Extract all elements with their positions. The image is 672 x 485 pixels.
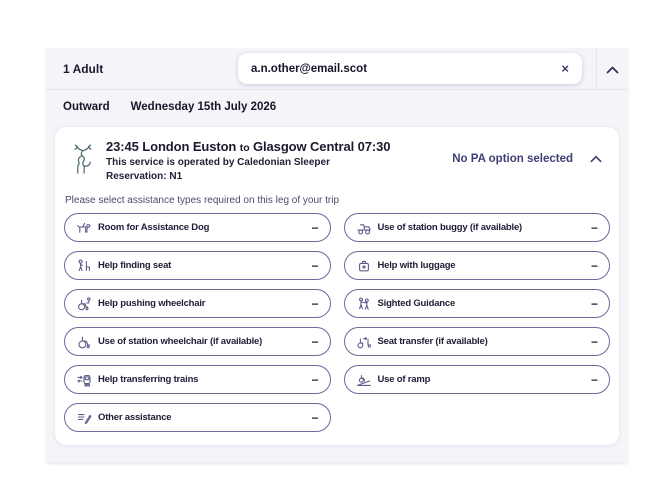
station-wheelchair-icon	[76, 334, 92, 350]
pa-status-label: No PA option selected	[452, 152, 573, 165]
panel-collapse-button[interactable]	[597, 48, 628, 90]
assistance-option-use-of-ramp[interactable]	[344, 365, 611, 394]
option-label: Room for Assistance Dog	[98, 222, 210, 234]
remove-option-icon[interactable]: −	[590, 296, 598, 311]
assistance-option-seat-transfer[interactable]	[344, 327, 611, 356]
leg-card	[54, 126, 620, 446]
passenger-count-label: 1 Adult	[63, 61, 104, 76]
date-label: Wednesday 15th July 2026	[130, 101, 277, 113]
option-label: Use of station wheelchair (if available)	[98, 336, 263, 348]
other-assistance-icon	[76, 410, 92, 426]
leg-collapse-button[interactable]	[590, 151, 602, 166]
direction-label: Outward	[63, 101, 110, 113]
assistance-option-room-for-assistance-dog[interactable]	[64, 213, 331, 242]
reservation-label: Reservation: N1	[106, 171, 183, 183]
option-label: Help finding seat	[98, 260, 172, 272]
clear-email-button[interactable]	[561, 62, 569, 75]
transferring-trains-icon	[76, 372, 92, 388]
leg-titles	[106, 139, 390, 183]
assistance-option-station-wheelchair[interactable]	[64, 327, 331, 356]
close-icon: ×	[561, 61, 569, 76]
journey-row	[46, 90, 628, 124]
email-input[interactable]	[238, 53, 582, 84]
remove-option-icon[interactable]: −	[590, 220, 598, 235]
luggage-icon	[356, 258, 372, 274]
option-label: Other assistance	[98, 412, 172, 424]
leg-title	[106, 139, 390, 155]
assistance-option-help-transferring-trains[interactable]	[64, 365, 331, 394]
station-buggy-icon	[356, 220, 372, 236]
option-label: Use of ramp	[377, 374, 431, 386]
sighted-guidance-icon	[356, 296, 372, 312]
assistance-options-grid	[55, 213, 619, 432]
assistance-option-help-with-luggage[interactable]	[344, 251, 611, 280]
assistance-option-station-buggy[interactable]	[344, 213, 611, 242]
remove-option-icon[interactable]: −	[311, 334, 319, 349]
remove-option-icon[interactable]: −	[590, 334, 598, 349]
remove-option-icon[interactable]: −	[311, 372, 319, 387]
remove-option-icon[interactable]: −	[590, 372, 598, 387]
passenger-assistance-panel	[46, 48, 628, 462]
seat-transfer-icon	[356, 334, 372, 350]
remove-option-icon[interactable]: −	[311, 258, 319, 273]
option-label: Sighted Guidance	[377, 298, 456, 310]
leg-departure: 23:45 London Euston	[106, 139, 237, 154]
operator-note: This service is operated by Caledonian Sleeper	[106, 157, 330, 169]
remove-option-icon[interactable]: −	[311, 410, 319, 425]
caledonian-sleeper-stag-icon	[64, 139, 102, 178]
pushing-wheelchair-icon	[76, 296, 92, 312]
assistance-option-sighted-guidance[interactable]	[344, 289, 611, 318]
assistance-option-help-finding-seat[interactable]	[64, 251, 331, 280]
remove-option-icon[interactable]: −	[311, 296, 319, 311]
pa-status-area	[452, 139, 605, 166]
option-label: Seat transfer (if available)	[377, 336, 488, 348]
assistance-option-help-pushing-wheelchair[interactable]	[64, 289, 331, 318]
chevron-up-icon	[590, 151, 602, 166]
leg-arrival: Glasgow Central 07:30	[253, 139, 391, 154]
remove-option-icon[interactable]: −	[311, 220, 319, 235]
leg-card-header	[55, 127, 619, 185]
option-label: Use of station buggy (if available)	[377, 222, 522, 234]
email-value: a.n.other@email.scot	[251, 62, 368, 75]
option-label: Help with luggage	[377, 260, 456, 272]
assistance-option-other-assistance[interactable]	[64, 403, 331, 432]
finding-seat-icon	[76, 258, 92, 274]
remove-option-icon[interactable]: −	[590, 258, 598, 273]
option-label: Help transferring trains	[98, 374, 199, 386]
leg-joiner: to	[239, 142, 250, 154]
ramp-icon	[356, 372, 372, 388]
assistance-prompt: Please select assistance types required on this leg of your trip	[65, 195, 340, 207]
passenger-header-row	[46, 48, 628, 90]
option-label: Help pushing wheelchair	[98, 298, 206, 310]
chevron-up-icon	[606, 62, 619, 77]
assistance-dog-icon	[76, 220, 92, 236]
